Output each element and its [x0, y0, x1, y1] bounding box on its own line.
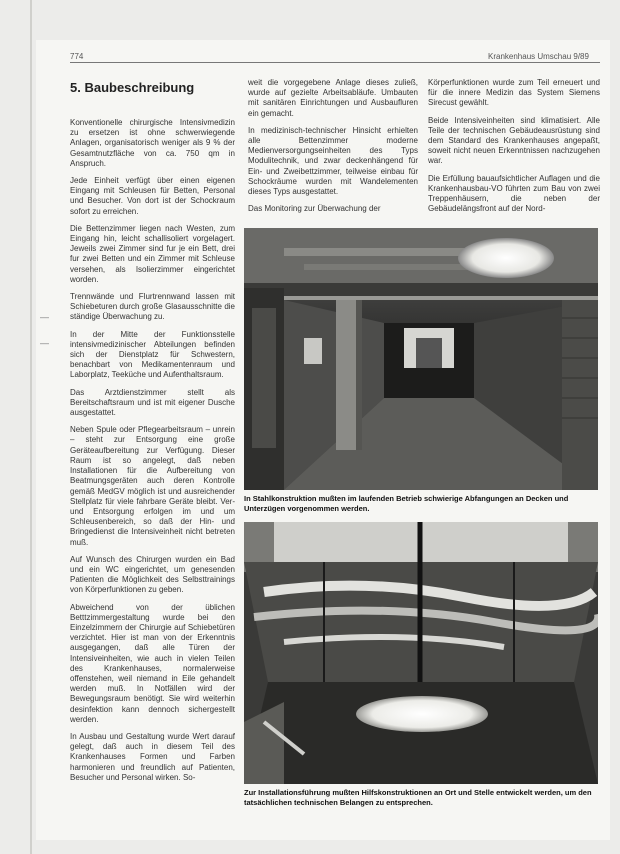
paragraph: Abweichend von der üblichen Betttzimmergestaltung wurde bei den Einzelzimmern der Chirurgie auf Schiebetüren verzichtet. Hier ist man von der Erkenntnis ausgegangen, daß alle Türen der Intensiveinheiten, wie auch in vielen Teilen des Krankenhauses, normalerweise offenstehen, weil niemand in Eile gehandelt werden muß. In Notfällen wird der Bewegungsraum benötigt. Sie wird weiterhin desinfektion kann dennoch sichergestellt werden.: [70, 602, 235, 724]
paragraph: weit die vorgegebene Anlage dieses zuließ, wurde auf gezielte Arbeitsabläufe. Umbauten mit sanitären Einrichtungen und Ausbaufluren ein gemacht.: [248, 78, 418, 118]
paragraph: Auf Wunsch des Chirurgen wurden ein Bad und ein WC eingerichtet, um genesenden Patienten die Möglichkeit des Selbsttrainings von Körperfunktionen zu geben.: [70, 554, 235, 595]
paragraph: Konventionelle chirurgische Intensivmedizin zu ersetzen ist ohne schwerwiegende Anlagen, organisatorisch weniger als 9 % der Gesamtnutzfläche von ca. 750 qm in Anspruch.: [70, 118, 235, 168]
paragraph: Jede Einheit verfügt über einen eigenen Eingang mit Schleusen für Betten, Personal und Besucher. Von dort ist der Schockraum sofort zu erreichen.: [70, 176, 235, 216]
scan-edge: [30, 0, 32, 854]
text-column-2: [248, 78, 418, 221]
section-title: 5. Baubeschreibung: [70, 80, 195, 95]
paragraph: Die Erfüllung bauaufsichtlicher Auflagen und die Krankenhausbau-VO führten zum Bau von zwei Treppenhäusern, die neben der Gebäudelängsfront auf der Nord-: [428, 173, 600, 214]
paragraph: Das Arztdienstzimmer stellt als Bereitschaftsraum und ist mit eigener Dusche ausgestattet.: [70, 387, 235, 418]
page-number: 774: [70, 52, 84, 61]
text-column-3: [428, 78, 600, 221]
margin-mark: —: [40, 312, 49, 322]
paragraph: Neben Spule oder Pflegearbeitsraum – unrein – steht zur Entsorgung eine große Geräteaufbereitung zur Verfügung. Dieser Raum ist so angelegt, daß neben Installationen für die Aufbereitung von Beatmungsgeräten auch deren Kontrolle gemäß MedGV möglich ist und ausreichender Stellplatz für viele fahrbare Geräte bleibt. Ver- und Entsorgung erfolgen im und um Schleusenbereich, so daß der Hin- und Bringedienst die Intensiveinheit nicht betreten muß.: [70, 425, 235, 547]
photo-caption: Zur Installationsführung mußten Hilfskonstruktionen an Ort und Stelle entwickelt werden, um den tatsächlichen technischen Belangen zu entsprechen.: [244, 788, 592, 807]
paragraph: In Ausbau und Gestaltung wurde Wert darauf gelegt, daß auch in diesem Teil des Krankenhauses Formen und Farben harmonieren und freundlich auf Patienten, Besucher und Personal wirken. So-: [70, 731, 235, 782]
photo-corridor: [244, 228, 598, 490]
paragraph: Das Monitoring zur Überwachung der: [248, 204, 381, 214]
paragraph: In medizinisch-technischer Hinsicht erhielten alle Bettenzimmer moderne Medienversorgungseinheiten des Typs Modulitechnik, und zwar deckenhängend für Ein- und Zweibettzimmer, teilweise einbau für Schockräume wurden mit Wandelementen dieses Typs ausgestattet.: [248, 125, 418, 197]
paragraph: Körperfunktionen wurde zum Teil erneuert und für die innere Medizin das System Siemens Sirecust gewählt.: [428, 78, 600, 108]
paragraph: Beide Intensiveinheiten sind klimatisiert. Alle Teile der technischen Gebäudeausrüstung sind dem Standard des Krankenhauses angepaßt, soweit nicht neuen Erkenntnissen nachzugehen war.: [428, 115, 600, 166]
paragraph: In der Mitte der Funktionsstelle intensivmedizinischer Abteilungen befinden sich der Dienstplatz für Schwestern, benachbart von Medikamentenraum und Laborplatz, Teeküche und Aufenthaltsraum.: [70, 329, 235, 380]
margin-mark: —: [40, 338, 49, 348]
paragraph: Trennwände und Flurtrennwand lassen mit Schiebeturen durch große Glasausschnitte die ständige Überwachung zu.: [70, 292, 235, 322]
running-title: Krankenhaus Umschau 9/89: [488, 52, 589, 61]
paragraph: Die Bettenzimmer liegen nach Westen, zum Eingang hin, leicht schallisoliert vorgelagert. Jeweils zwei Zimmer sind fur je ein Bett, drei fur zwei Betten und ein Zimmer mit Schleuse versehen, als Isolierzimmer eingerichtet worden.: [70, 223, 235, 284]
photo-installations: [244, 522, 598, 784]
header-rule: [70, 62, 600, 63]
text-column-1: [70, 118, 235, 790]
photo-caption: In Stahlkonstruktion mußten im laufenden Betrieb schwierige Abfangungen an Decken und Unterzügen vorgenommen werden.: [244, 494, 569, 513]
